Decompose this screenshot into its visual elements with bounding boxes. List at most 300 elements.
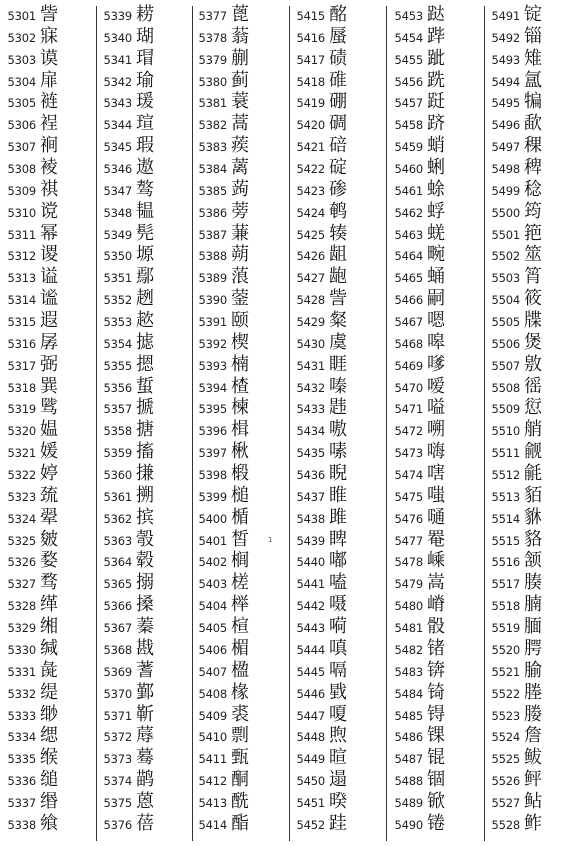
entry-character: 嗨 — [427, 441, 445, 463]
entry-character: 蓊 — [231, 25, 249, 47]
entry-number: 5326 — [7, 555, 36, 570]
entry-number: 5335 — [7, 752, 36, 767]
entry-number: 5510 — [491, 424, 520, 439]
entry-character: 蓓 — [136, 812, 154, 834]
entry-number: 5361 — [103, 489, 132, 504]
entry-character: 蓁 — [136, 616, 154, 638]
entry-character: 瑗 — [136, 91, 154, 113]
entry-number: 5377 — [198, 9, 227, 23]
entry-character: 缒 — [40, 769, 58, 791]
entry-number: 5344 — [103, 118, 132, 133]
entry-character: 腠 — [524, 572, 542, 594]
entry-number: 5487 — [394, 752, 423, 767]
entry-character: 詹 — [524, 725, 542, 747]
entry-character: 睥 — [329, 528, 347, 550]
entry-number: 5403 — [198, 577, 227, 592]
entry-number: 5432 — [296, 380, 325, 395]
entry-character: 楯 — [231, 506, 249, 528]
entry-character: 蓠 — [231, 157, 249, 179]
entry-character: 蒟 — [231, 178, 249, 200]
entry-number: 5418 — [296, 74, 325, 89]
entry-character: 蒯 — [231, 47, 249, 69]
entry-character: 蜊 — [427, 157, 445, 179]
entry-number: 5472 — [394, 424, 423, 439]
entry-character: 谥 — [40, 266, 58, 288]
entry-number: 5417 — [296, 52, 325, 67]
entry-character: 氲 — [524, 69, 542, 91]
entry-number: 5380 — [198, 74, 227, 89]
entry-character: 缃 — [40, 616, 58, 638]
entry-character: 婺 — [40, 550, 58, 572]
entry-character: 筠 — [524, 200, 542, 222]
entry-character: 皴 — [40, 528, 58, 550]
entry-character: 跻 — [427, 113, 445, 135]
entry-character: 蜍 — [427, 178, 445, 200]
entry-character: 筱 — [524, 288, 542, 310]
entry-number: 5374 — [103, 774, 132, 789]
entry-character: 嗫 — [329, 594, 347, 616]
entry-character: 碚 — [329, 135, 347, 157]
entry-character: 锗 — [427, 637, 445, 659]
entry-character: 祺 — [40, 178, 58, 200]
entry-number: 5365 — [103, 577, 132, 592]
entry-number: 5444 — [296, 642, 325, 657]
entry-character: 幂 — [40, 222, 58, 244]
entry-character: 摁 — [136, 353, 154, 375]
entry-number: 5306 — [7, 118, 36, 133]
entry-character: 鲆 — [524, 769, 542, 791]
entry-character: 楦 — [231, 616, 249, 638]
entry-character: 锝 — [427, 703, 445, 725]
entry-number: 5420 — [296, 118, 325, 133]
entry-character: 嗤 — [427, 484, 445, 506]
entry-character: 筢 — [524, 222, 542, 244]
entry-number: 5394 — [198, 380, 227, 395]
entry-character: 跣 — [427, 69, 445, 91]
entry-character: 骛 — [40, 572, 58, 594]
entry-number: 5395 — [198, 402, 227, 417]
entry-number: 5393 — [198, 358, 227, 373]
entry-number: 5392 — [198, 336, 227, 351]
entry-number: 5340 — [103, 30, 132, 45]
entry-character: 楂 — [231, 375, 249, 397]
entry-number: 5391 — [198, 315, 227, 330]
entry-number: 5505 — [491, 315, 520, 330]
entry-number: 5439 — [296, 533, 325, 548]
entry-character: 蜇 — [136, 375, 154, 397]
entry-character: 锩 — [427, 812, 445, 834]
entry-number: 5369 — [103, 664, 132, 679]
entry-number: 5342 — [103, 74, 132, 89]
entry-character: 楹 — [231, 659, 249, 681]
entry-character: 碓 — [329, 69, 347, 91]
entry-character: 弼 — [40, 353, 58, 375]
entry-character: 徭 — [524, 375, 542, 397]
entry-number: 5495 — [491, 96, 520, 111]
entry-number: 5457 — [394, 96, 423, 111]
entry-number: 5386 — [198, 205, 227, 220]
entry-character: 戥 — [329, 681, 347, 703]
entry-character: 煦 — [329, 725, 347, 747]
entry-character: 颔 — [524, 550, 542, 572]
entry-number: 5455 — [394, 52, 423, 67]
entry-number: 5415 — [296, 9, 325, 23]
entry-number: 5503 — [491, 271, 520, 286]
entry-character: 缈 — [40, 703, 58, 725]
entry-number: 5437 — [296, 489, 325, 504]
entry-number: 5411 — [198, 752, 227, 767]
entry-character: 碛 — [329, 47, 347, 69]
entry-character: 飨 — [40, 812, 58, 834]
entry-number: 5350 — [103, 249, 132, 264]
entry-number: 5456 — [394, 74, 423, 89]
entry-character: 跬 — [329, 812, 347, 834]
entry-character: 睢 — [329, 484, 347, 506]
entry-character: 粲 — [329, 310, 347, 332]
entry-character: 缄 — [40, 637, 58, 659]
entry-character: 椽 — [231, 681, 249, 703]
entry-number: 5523 — [491, 708, 520, 723]
entry-character: 韪 — [329, 397, 347, 419]
entry-number: 5507 — [491, 358, 520, 373]
entry-number: 5360 — [103, 468, 132, 483]
entry-number: 5416 — [296, 30, 325, 45]
entry-character: 颐 — [231, 310, 249, 332]
entry-number: 5310 — [7, 205, 36, 220]
entry-character: 蓖 — [231, 4, 249, 25]
entry-character: 敫 — [524, 353, 542, 375]
entry-number: 5321 — [7, 446, 36, 461]
entry-number: 5491 — [491, 9, 520, 23]
entry-character: 搛 — [136, 463, 154, 485]
entry-character: 蓐 — [136, 725, 154, 747]
entry-character: 瑚 — [136, 25, 154, 47]
entry-character: 嗌 — [427, 397, 445, 419]
entry-character: 腩 — [524, 594, 542, 616]
entry-character: 嗔 — [329, 637, 347, 659]
entry-number: 5345 — [103, 140, 132, 155]
entry-number: 5329 — [7, 621, 36, 636]
entry-character: 蜃 — [329, 25, 347, 47]
entry-number: 5348 — [103, 205, 132, 220]
entry-number: 5425 — [296, 227, 325, 242]
entry-number: 5341 — [103, 52, 132, 67]
entry-character: 遢 — [329, 769, 347, 791]
entry-number: 5462 — [394, 205, 423, 220]
entry-number: 5319 — [7, 402, 36, 417]
entry-number: 5504 — [491, 293, 520, 308]
entry-character: 瑁 — [136, 47, 154, 69]
entry-character: 锭 — [524, 4, 542, 25]
entry-character: 酮 — [231, 769, 249, 791]
entry-character: 筲 — [524, 266, 542, 288]
entry-number: 5353 — [103, 315, 132, 330]
entry-number: 5323 — [7, 489, 36, 504]
entry-number: 5520 — [491, 642, 520, 657]
entry-character: 筮 — [524, 244, 542, 266]
entry-number: 5467 — [394, 315, 423, 330]
entry-number: 5367 — [103, 621, 132, 636]
entry-number: 5328 — [7, 599, 36, 614]
entry-character: 翚 — [40, 506, 58, 528]
entry-character: 谠 — [40, 200, 58, 222]
entry-character: 嗄 — [329, 703, 347, 725]
entry-character: 裘 — [231, 703, 249, 725]
column-divider — [192, 6, 193, 841]
entry-character: 鲅 — [524, 747, 542, 769]
entry-number: 5325 — [7, 533, 36, 548]
entry-character: 訾 — [40, 4, 58, 25]
entry-number: 5378 — [198, 30, 227, 45]
entry-number: 5402 — [198, 555, 227, 570]
entry-character: 暄 — [329, 747, 347, 769]
entry-number: 5397 — [198, 446, 227, 461]
entry-character: 跶 — [427, 4, 445, 25]
entry-character: 罨 — [427, 528, 445, 550]
entry-character: 毹 — [524, 463, 542, 485]
entry-character: 骘 — [40, 397, 58, 419]
entry-number: 5481 — [394, 621, 423, 636]
entry-number: 5527 — [491, 795, 520, 810]
entry-number: 5313 — [7, 271, 36, 286]
entry-character: 蒽 — [136, 790, 154, 812]
entry-character: 彀 — [136, 528, 154, 550]
entry-number: 5430 — [296, 336, 325, 351]
entry-number: 5509 — [491, 402, 520, 417]
entry-character: 蒿 — [231, 113, 249, 135]
entry-character: 缌 — [40, 725, 58, 747]
entry-number: 5518 — [491, 599, 520, 614]
entry-character: 巯 — [40, 484, 58, 506]
entry-character: 牒 — [524, 310, 542, 332]
entry-character: 槌 — [231, 484, 249, 506]
entry-number: 5355 — [103, 358, 132, 373]
entry-number: 5308 — [7, 162, 36, 177]
entry-number: 5356 — [103, 380, 132, 395]
entry-character: 嗳 — [427, 375, 445, 397]
entry-number: 5498 — [491, 162, 520, 177]
entry-character: 稗 — [524, 157, 542, 179]
entry-character: 跸 — [427, 25, 445, 47]
entry-character: 裎 — [40, 113, 58, 135]
entry-number: 5486 — [394, 730, 423, 745]
entry-number: 5492 — [491, 30, 520, 45]
entry-number: 5324 — [7, 511, 36, 526]
entry-number: 5400 — [198, 511, 227, 526]
entry-character: 蒺 — [231, 135, 249, 157]
entry-character: 嵩 — [427, 572, 445, 594]
entry-character: 楝 — [231, 397, 249, 419]
entry-number: 5427 — [296, 271, 325, 286]
entry-character: 巽 — [40, 375, 58, 397]
entry-number: 5526 — [491, 774, 520, 789]
entry-number: 5401 — [198, 533, 227, 548]
entry-number: 5351 — [103, 271, 132, 286]
entry-number: 5435 — [296, 446, 325, 461]
entry-character: 暌 — [329, 790, 347, 812]
entry-character: 鄞 — [136, 681, 154, 703]
entry-number: 5404 — [198, 599, 227, 614]
entry-number: 5485 — [394, 708, 423, 723]
margin-mark: 1 — [268, 536, 273, 544]
entry-number: 5362 — [103, 511, 132, 526]
entry-number: 5424 — [296, 205, 325, 220]
entry-character: 蓦 — [136, 747, 154, 769]
entry-number: 5389 — [198, 271, 227, 286]
entry-character: 龅 — [329, 266, 347, 288]
entry-number: 5528 — [491, 817, 520, 832]
entry-number: 5466 — [394, 293, 423, 308]
entry-character: 蓑 — [231, 91, 249, 113]
entry-character: 塬 — [136, 244, 154, 266]
entry-number: 5309 — [7, 183, 36, 198]
entry-number: 5499 — [491, 183, 520, 198]
entry-character: 鄢 — [136, 266, 154, 288]
entry-number: 5414 — [198, 817, 227, 832]
entry-character: 嗝 — [329, 659, 347, 681]
entry-character: 锜 — [427, 681, 445, 703]
entry-character: 髡 — [136, 222, 154, 244]
entry-number: 5314 — [7, 293, 36, 308]
entry-character: 嗵 — [427, 506, 445, 528]
entry-number: 5428 — [296, 293, 325, 308]
entry-number: 5307 — [7, 140, 36, 155]
entry-number: 5438 — [296, 511, 325, 526]
entry-character: 摈 — [136, 506, 154, 528]
entry-number: 5489 — [394, 795, 423, 810]
entry-number: 5358 — [103, 424, 132, 439]
entry-character: 趔 — [136, 288, 154, 310]
column-divider — [96, 6, 97, 841]
entry-number: 5494 — [491, 74, 520, 89]
entry-character: 塍 — [524, 681, 542, 703]
entry-character: 瑕 — [136, 135, 154, 157]
entry-character: 嗪 — [329, 375, 347, 397]
entry-character: 貉 — [524, 528, 542, 550]
entry-character: 婷 — [40, 463, 58, 485]
entry-character: 楔 — [231, 331, 249, 353]
entry-character: 腼 — [524, 616, 542, 638]
entry-character: 蒹 — [231, 222, 249, 244]
column-divider — [289, 6, 290, 841]
entry-character: 嗉 — [329, 441, 347, 463]
entry-character: 蓥 — [231, 288, 249, 310]
entry-character: 骰 — [427, 616, 445, 638]
entry-number: 5409 — [198, 708, 227, 723]
entry-number: 5464 — [394, 249, 423, 264]
entry-character: 孱 — [40, 331, 58, 353]
entry-number: 5368 — [103, 642, 132, 657]
entry-character: 韫 — [136, 200, 154, 222]
entry-number: 5317 — [7, 358, 36, 373]
entry-number: 5441 — [296, 577, 325, 592]
entry-character: 楣 — [231, 637, 249, 659]
entry-character: 硼 — [329, 91, 347, 113]
entry-number: 5315 — [7, 315, 36, 330]
entry-character: 裬 — [40, 157, 58, 179]
entry-number: 5449 — [296, 752, 325, 767]
entry-character: 稞 — [524, 135, 542, 157]
entry-character: 缇 — [40, 681, 58, 703]
entry-character: 睨 — [329, 463, 347, 485]
entry-character: 媪 — [40, 419, 58, 441]
entry-number: 5488 — [394, 774, 423, 789]
entry-number: 5333 — [7, 708, 36, 723]
entry-character: 嗐 — [427, 463, 445, 485]
entry-character: 搋 — [136, 397, 154, 419]
entry-number: 5302 — [7, 30, 36, 45]
entry-number: 5421 — [296, 140, 325, 155]
entry-number: 5479 — [394, 577, 423, 592]
entry-character: 鹌 — [329, 200, 347, 222]
entry-character: 嘟 — [329, 550, 347, 572]
entry-character: 彘 — [40, 659, 58, 681]
entry-number: 5312 — [7, 249, 36, 264]
entry-character: 缂 — [40, 594, 58, 616]
entry-number: 5343 — [103, 96, 132, 111]
entry-number: 5405 — [198, 621, 227, 636]
entry-character: 龃 — [329, 244, 347, 266]
entry-number: 5476 — [394, 511, 423, 526]
entry-number: 5517 — [491, 577, 520, 592]
entry-number: 5370 — [103, 686, 132, 701]
entry-character: 煲 — [524, 331, 542, 353]
entry-character: 觎 — [524, 441, 542, 463]
entry-number: 5451 — [296, 795, 325, 810]
entry-number: 5382 — [198, 118, 227, 133]
entry-number: 5508 — [491, 380, 520, 395]
entry-number: 5482 — [394, 642, 423, 657]
entry-number: 5407 — [198, 664, 227, 679]
entry-number: 5426 — [296, 249, 325, 264]
entry-number: 5465 — [394, 271, 423, 286]
entry-character: 蒡 — [231, 200, 249, 222]
entry-character: 靳 — [136, 703, 154, 725]
entry-number: 5480 — [394, 599, 423, 614]
entry-number: 5460 — [394, 162, 423, 177]
entry-character: 嗯 — [427, 310, 445, 332]
entry-number: 5436 — [296, 468, 325, 483]
entry-character: 锛 — [427, 659, 445, 681]
entry-number: 5413 — [198, 795, 227, 810]
entry-character: 跹 — [427, 91, 445, 113]
entry-character: 皙 — [231, 528, 249, 550]
entry-character: 鲊 — [524, 812, 542, 834]
entry-character: 搪 — [136, 419, 154, 441]
entry-character: 楠 — [231, 353, 249, 375]
entry-number: 5366 — [103, 599, 132, 614]
entry-character: 剽 — [231, 725, 249, 747]
entry-number: 5330 — [7, 642, 36, 657]
entry-number: 5502 — [491, 249, 520, 264]
entry-number: 5399 — [198, 489, 227, 504]
entry-number: 5512 — [491, 468, 520, 483]
entry-character: 搡 — [136, 594, 154, 616]
entry-number: 5398 — [198, 468, 227, 483]
entry-number: 5423 — [296, 183, 325, 198]
entry-character: 腭 — [524, 637, 542, 659]
entry-number: 5458 — [394, 118, 423, 133]
entry-character: 艄 — [524, 419, 542, 441]
entry-character: 蓍 — [136, 659, 154, 681]
entry-character: 蒴 — [231, 244, 249, 266]
entry-character: 缗 — [40, 790, 58, 812]
entry-number: 5311 — [7, 227, 36, 242]
entry-character: 睚 — [329, 353, 347, 375]
entry-number: 5375 — [103, 795, 132, 810]
entry-number: 5322 — [7, 468, 36, 483]
entry-number: 5422 — [296, 162, 325, 177]
